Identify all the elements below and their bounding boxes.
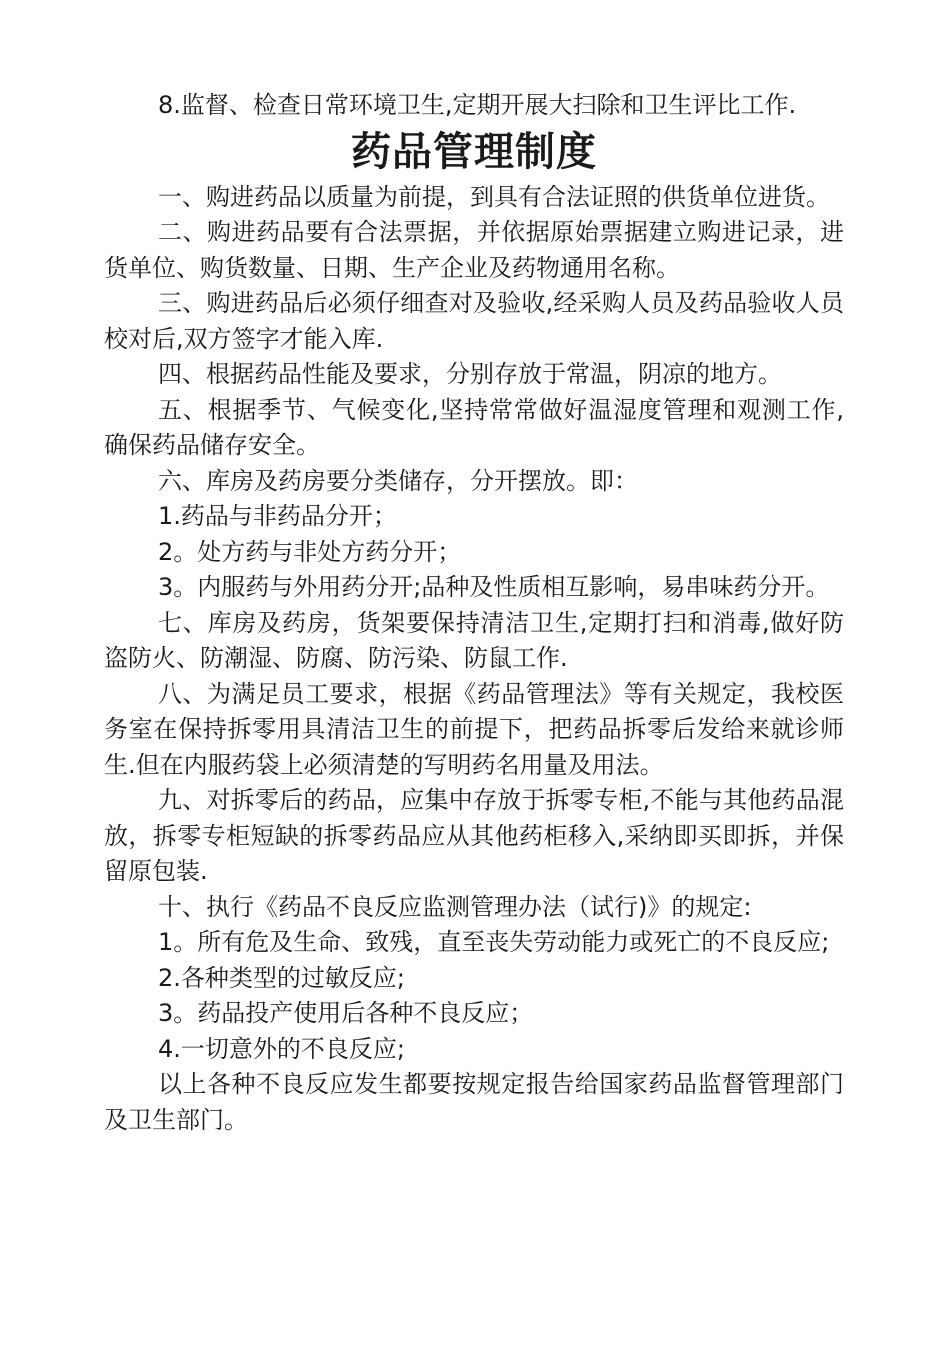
list-item: 2.各种类型的过敏反应;	[158, 963, 405, 992]
paragraph: 二、购进药品要有合法票据，并依据原始票据建立购进记录，进货单位、购货数量、日期、生产企业及药物通用名称。	[104, 218, 844, 282]
paragraph: 九、对拆零后的药品，应集中存放于拆零专柜,不能与其他药品混放，拆零专柜短缺的拆零药品应从其他药柜移入,采纳即买即拆，并保留原包装.	[104, 786, 844, 885]
paragraph: 十、执行《药品不良反应监测管理办法（试行)》的规定:	[158, 892, 752, 921]
list-item: 3。药品投产使用后各种不良反应；	[158, 999, 534, 1027]
list-item: 4.一切意外的不良反应;	[158, 1034, 405, 1063]
intro-paragraph: 8.监督、检查日常环境卫生,定期开展大扫除和卫生评比工作.	[158, 91, 797, 119]
paragraph: 三、购进药品后必须仔细查对及验收,经采购人员及药品验收人员校对后,双方签字才能入库.	[104, 289, 844, 353]
paragraph: 四、根据药品性能及要求，分别存放于常温，阴凉的地方。	[158, 360, 782, 388]
document-title: 药品管理制度	[351, 128, 597, 175]
paragraph: 八、为满足员工要求，根据《药品管理法》等有关规定，我校医务室在保持拆零用具清洁卫生的前提下，把药品拆零后发给来就诊师生.但在内服药袋上必须清楚的写明药名用量及用法。	[104, 679, 844, 779]
list-item: 3。内服药与外用药分开;品种及性质相互影响，易串味药分开。	[158, 573, 830, 601]
paragraph: 五、根据季节、气候变化,坚持常常做好温湿度管理和观测工作,确保药品储存安全。	[104, 395, 844, 459]
document-body	[104, 88, 844, 1138]
closing-paragraph: 以上各种不良反应发生都要按规定报告给国家药品监督管理部门及卫生部门。	[104, 1070, 844, 1134]
paragraph: 六、库房及药房要分类储存，分开摆放。即：	[158, 466, 638, 495]
list-item: 1。所有危及生命、致残，直至丧失劳动能力或死亡的不良反应;	[158, 928, 830, 956]
paragraph: 七、库房及药房，货架要保持清洁卫生,定期打扫和消毒,做好防盗防火、防潮湿、防腐、防污染、防鼠工作.	[104, 608, 844, 672]
paragraph: 一、购进药品以质量为前提，到具有合法证照的供货单位进货。	[158, 182, 830, 211]
list-item: 1.药品与非药品分开；	[158, 502, 397, 530]
list-item: 2。处方药与非处方药分开；	[158, 537, 462, 566]
